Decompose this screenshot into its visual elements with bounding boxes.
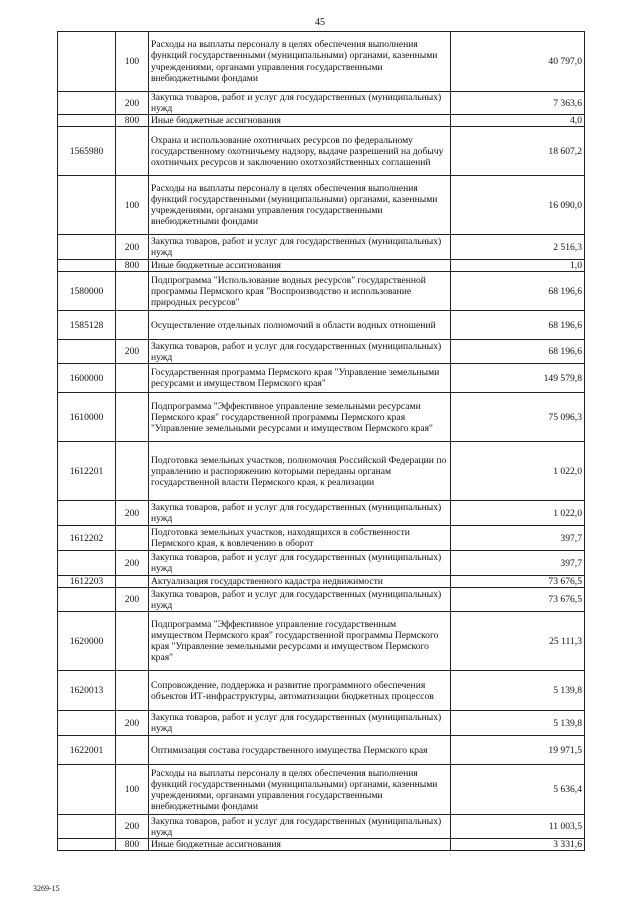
table-row xyxy=(58,272,585,311)
amount-cell: 5 139,8 xyxy=(451,671,585,711)
table-row xyxy=(58,588,585,612)
amount-cell: 397,7 xyxy=(451,551,585,576)
item-name-cell: Иные бюджетные ассигнования xyxy=(149,839,451,851)
table-row xyxy=(58,612,585,671)
page-number: 45 xyxy=(315,17,325,28)
code-cell: 1620013 xyxy=(58,671,116,711)
amount-cell: 16 090,0 xyxy=(451,176,585,235)
table-row xyxy=(58,839,585,851)
item-name-cell: Расходы на выплаты персоналу в целях обеспечения выполнения функций государственными (муниципальными) органами, казенными учреждениями, органами управления государственными внебюджетными фондами xyxy=(149,176,451,235)
table-row xyxy=(58,32,585,92)
code-cell: 1612202 xyxy=(58,526,116,551)
table-row xyxy=(58,235,585,260)
table-row xyxy=(58,364,585,393)
amount-cell: 40 797,0 xyxy=(451,32,585,92)
code-cell: 1610000 xyxy=(58,393,116,442)
amount-cell: 149 579,8 xyxy=(451,364,585,393)
item-name-cell: Закупка товаров, работ и услуг для государственных (муниципальных) нужд xyxy=(149,235,451,260)
table-row xyxy=(58,551,585,576)
code-cell xyxy=(58,765,116,815)
table-row xyxy=(58,176,585,235)
item-name-cell: Расходы на выплаты персоналу в целях обеспечения выполнения функций государственными (муниципальными) органами, казенными учреждениями, органами управления государственными внебюджетными фондами xyxy=(149,765,451,815)
expense-type-cell xyxy=(116,576,149,588)
code-cell xyxy=(58,260,116,272)
amount-cell: 7 363,6 xyxy=(451,92,585,115)
code-cell xyxy=(58,551,116,576)
item-name-cell: Государственная программа Пермского края "Управление земельными ресурсами и имуществом Пермского края" xyxy=(149,364,451,393)
code-cell: 1585128 xyxy=(58,311,116,340)
code-cell xyxy=(58,815,116,839)
table-row xyxy=(58,92,585,115)
budget-table xyxy=(57,31,585,851)
expense-type-cell xyxy=(116,272,149,311)
table-row xyxy=(58,340,585,364)
item-name-cell: Оптимизация состава государственного имущества Пермского края xyxy=(149,736,451,765)
code-cell: 1565980 xyxy=(58,127,116,176)
expense-type-cell: 100 xyxy=(116,765,149,815)
code-cell: 1620000 xyxy=(58,612,116,671)
item-name-cell: Закупка товаров, работ и услуг для государственных (муниципальных) нужд xyxy=(149,711,451,736)
table-row xyxy=(58,736,585,765)
expense-type-cell: 200 xyxy=(116,588,149,612)
table-row xyxy=(58,115,585,127)
table-row xyxy=(58,311,585,340)
amount-cell: 4,0 xyxy=(451,115,585,127)
amount-cell: 5 636,4 xyxy=(451,765,585,815)
expense-type-cell: 800 xyxy=(116,260,149,272)
amount-cell: 25 111,3 xyxy=(451,612,585,671)
table-row xyxy=(58,501,585,526)
item-name-cell: Закупка товаров, работ и услуг для государственных (муниципальных) нужд xyxy=(149,501,451,526)
item-name-cell: Подготовка земельных участков, находящихся в собственности Пермского края, к вовлечению в оборот xyxy=(149,526,451,551)
expense-type-cell xyxy=(116,671,149,711)
item-name-cell: Актуализация государственного кадастра недвижимости xyxy=(149,576,451,588)
code-cell xyxy=(58,839,116,851)
expense-type-cell xyxy=(116,311,149,340)
item-name-cell: Осуществление отдельных полномочий в области водных отношений xyxy=(149,311,451,340)
code-cell: 1580000 xyxy=(58,272,116,311)
code-cell xyxy=(58,92,116,115)
amount-cell: 75 096,3 xyxy=(451,393,585,442)
code-cell xyxy=(58,711,116,736)
expense-type-cell xyxy=(116,736,149,765)
expense-type-cell: 200 xyxy=(116,340,149,364)
table-body xyxy=(58,32,585,851)
code-cell: 1612203 xyxy=(58,576,116,588)
item-name-cell: Охрана и использование охотничьих ресурсов по федеральному государственному охотничьему надзору, выдаче разрешений на добычу охотничьих ресурсов и заключению охотхозяйственных соглашений xyxy=(149,127,451,176)
expense-type-cell: 800 xyxy=(116,839,149,851)
expense-type-cell: 200 xyxy=(116,815,149,839)
amount-cell: 3 331,6 xyxy=(451,839,585,851)
table-row xyxy=(58,711,585,736)
expense-type-cell xyxy=(116,127,149,176)
expense-type-cell xyxy=(116,364,149,393)
code-cell: 1622001 xyxy=(58,736,116,765)
code-cell xyxy=(58,340,116,364)
code-cell: 1612201 xyxy=(58,442,116,501)
table-row xyxy=(58,671,585,711)
item-name-cell: Закупка товаров, работ и услуг для государственных (муниципальных) нужд xyxy=(149,92,451,115)
amount-cell: 68 196,6 xyxy=(451,340,585,364)
expense-type-cell xyxy=(116,393,149,442)
table-row xyxy=(58,393,585,442)
expense-type-cell: 100 xyxy=(116,32,149,92)
item-name-cell: Закупка товаров, работ и услуг для государственных (муниципальных) нужд xyxy=(149,551,451,576)
item-name-cell: Иные бюджетные ассигнования xyxy=(149,115,451,127)
code-cell xyxy=(58,501,116,526)
amount-cell: 18 607,2 xyxy=(451,127,585,176)
expense-type-cell xyxy=(116,612,149,671)
table-row xyxy=(58,442,585,501)
code-cell xyxy=(58,588,116,612)
item-name-cell: Расходы на выплаты персоналу в целях обеспечения выполнения функций государственными (муниципальными) органами, казенными учреждениями, органами управления государственными внебюджетными фондами xyxy=(149,32,451,92)
item-name-cell: Подготовка земельных участков, полномочия Российской Федерации по управлению и распоряжению которыми переданы органам государственной власти Пермского края, к реализации xyxy=(149,442,451,501)
amount-cell: 1 022,0 xyxy=(451,442,585,501)
item-name-cell: Подпрограмма "Эффективное управление государственным имуществом Пермского края" государственной программы Пермского края "Управление земельными ресурсами и имуществом Пермского края" xyxy=(149,612,451,671)
amount-cell: 68 196,6 xyxy=(451,311,585,340)
expense-type-cell: 200 xyxy=(116,501,149,526)
amount-cell: 68 196,6 xyxy=(451,272,585,311)
table-row xyxy=(58,127,585,176)
amount-cell: 2 516,3 xyxy=(451,235,585,260)
item-name-cell: Сопровождение, поддержка и развитие программного обеспечения объектов ИТ-инфраструктуры, автоматизации бюджетных процессов xyxy=(149,671,451,711)
item-name-cell: Закупка товаров, работ и услуг для государственных (муниципальных) нужд xyxy=(149,815,451,839)
amount-cell: 19 971,5 xyxy=(451,736,585,765)
code-cell xyxy=(58,235,116,260)
code-cell: 1600000 xyxy=(58,364,116,393)
amount-cell: 11 003,5 xyxy=(451,815,585,839)
expense-type-cell: 200 xyxy=(116,711,149,736)
item-name-cell: Подпрограмма "Эффективное управление земельными ресурсами Пермского края" государственной программы Пермского края "Управление земельными ресурсами и имуществом Пермского края" xyxy=(149,393,451,442)
table-row xyxy=(58,526,585,551)
amount-cell: 5 139,8 xyxy=(451,711,585,736)
amount-cell: 397,7 xyxy=(451,526,585,551)
amount-cell: 1,0 xyxy=(451,260,585,272)
expense-type-cell: 100 xyxy=(116,176,149,235)
code-cell xyxy=(58,176,116,235)
amount-cell: 73 676,5 xyxy=(451,576,585,588)
table-row xyxy=(58,576,585,588)
expense-type-cell xyxy=(116,442,149,501)
item-name-cell: Подпрограмма "Использование водных ресурсов" государственной программы Пермского края "Воспроизводство и использование природных ресурсов" xyxy=(149,272,451,311)
table-row xyxy=(58,815,585,839)
amount-cell: 73 676,5 xyxy=(451,588,585,612)
item-name-cell: Закупка товаров, работ и услуг для государственных (муниципальных) нужд xyxy=(149,588,451,612)
table-row xyxy=(58,765,585,815)
code-cell xyxy=(58,115,116,127)
expense-type-cell: 200 xyxy=(116,551,149,576)
expense-type-cell: 200 xyxy=(116,235,149,260)
item-name-cell: Иные бюджетные ассигнования xyxy=(149,260,451,272)
expense-type-cell: 800 xyxy=(116,115,149,127)
amount-cell: 1 022,0 xyxy=(451,501,585,526)
expense-type-cell xyxy=(116,526,149,551)
item-name-cell: Закупка товаров, работ и услуг для государственных (муниципальных) нужд xyxy=(149,340,451,364)
code-cell xyxy=(58,32,116,92)
footer-document-code: 3269-15 xyxy=(33,884,60,893)
table-row xyxy=(58,260,585,272)
expense-type-cell: 200 xyxy=(116,92,149,115)
